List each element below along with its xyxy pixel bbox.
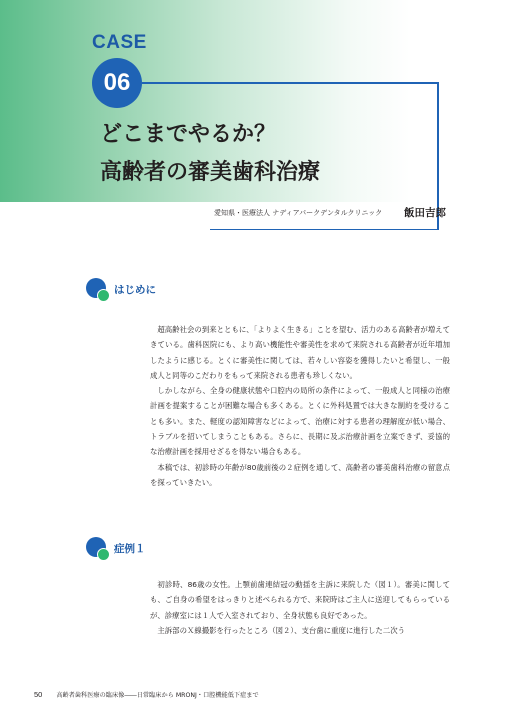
section-heading-introduction: [86, 278, 386, 302]
case1-body: [150, 577, 450, 638]
author-name: 飯田吉郎: [404, 207, 446, 219]
section-title: はじめに: [114, 284, 156, 296]
page-number: 50: [34, 690, 43, 699]
section-heading-case1: [86, 537, 386, 561]
author-affiliation: 愛知県・医療法人 ナディアパークデンタルクリニック: [214, 209, 383, 217]
section-dot-green-icon: [97, 548, 110, 561]
book-title: 高齢者歯科医療の臨床像――日常臨床から MRONJ・口腔機能低下症まで: [56, 692, 259, 699]
page-footer: [34, 690, 259, 699]
section-dot-green-icon: [97, 289, 110, 302]
paragraph: 超高齢社会の到来とともに、「よりよく生きる」ことを望む、活力のある高齢者が増えてきている。歯科医院にも、より高い機能性や審美性を求めて来院される高齢者が近年増加したように感じる。とくに審美性に関しては、若々しい容姿を獲得したいと希望し、一般成人と同等のこだわりをもって来院される患者も珍しくない。: [150, 325, 450, 380]
paragraph: 主訴部のＸ線撮影を行ったところ（図２）、支台歯に重度に進行した二次う: [157, 625, 405, 635]
paragraph: しかしながら、全身の健康状態や口腔内の局所の条件によって、一般成人と同様の治療計画を提案することが困難な場合も多くある。とくに外科処置では大きな制約を受けることも多い。また、軽度の認知障害などによって、治療に対する患者の理解度が低い場合、トラブルを招いてしまうこともある。さらに、長期に及ぶ治療計画を立案できず、妥協的な治療計画を採用せざるを得ない場合もある。: [150, 386, 450, 457]
section-title: 症例１: [114, 543, 146, 555]
case-number-badge: 06: [92, 58, 142, 108]
title-line-2: 高齢者の審美歯科治療: [100, 160, 321, 185]
case-label: CASE: [92, 32, 147, 53]
title-frame-top-rule: [142, 82, 439, 84]
article-title: [100, 116, 430, 192]
title-line-1: どこまでやるか？: [100, 122, 277, 147]
byline-rule: [210, 229, 439, 230]
paragraph: 初診時、86歳の女性。上顎前歯連結冠の動揺を主訴に来院した（図１）。審美に関しても、ご自身の希望をはっきりと述べられる方で、来院時はご主人に送迎してもらっているが、診療室には１人で入室されており、全身状態も良好であった。: [150, 580, 450, 620]
introduction-body: [150, 322, 450, 490]
paragraph: 本稿では、初診時の年齢が80歳前後の２症例を通して、高齢者の審美歯科治療の留意点を探っていきたい。: [150, 462, 450, 487]
